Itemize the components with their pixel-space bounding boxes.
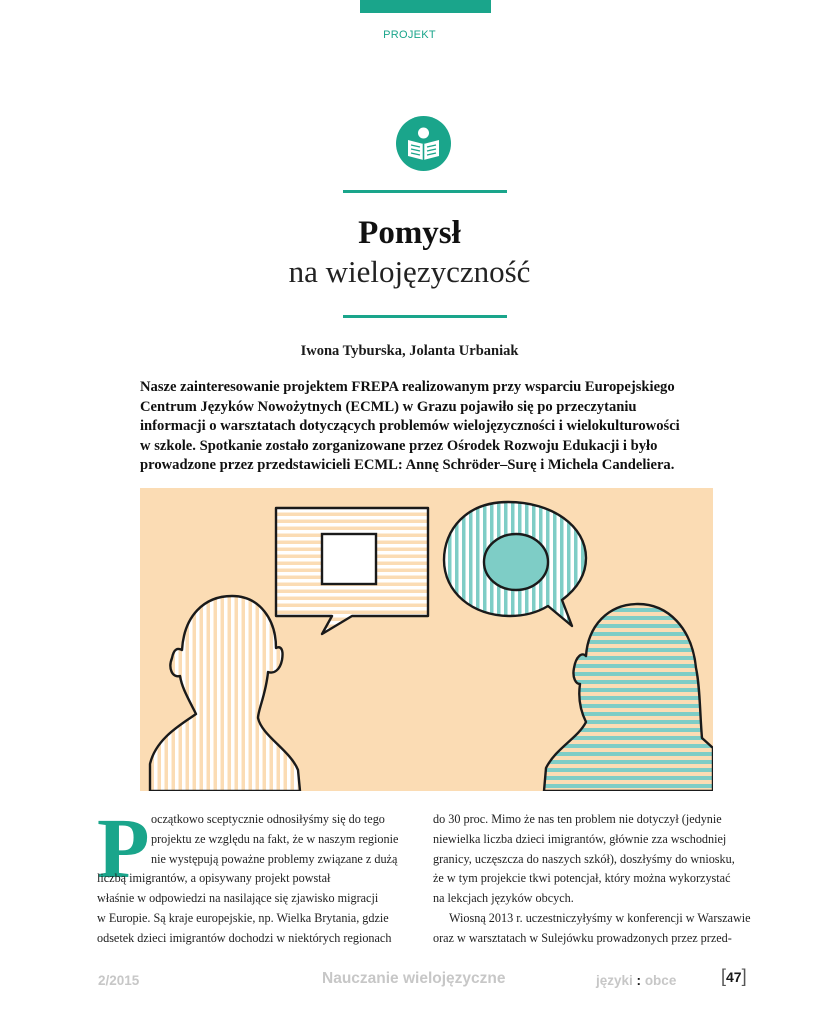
magazine-name-part: języki [596,973,633,988]
body-line: niewielka liczba dzieci imigrantów, głównie zza wschodniej [433,831,727,846]
page-bracket-close: ] [741,966,747,986]
circle-symbol [484,534,548,590]
body-line: oraz w warsztatach w Sulejówku prowadzonych przez przed- [433,930,732,945]
footer-magazine-name [596,973,676,988]
body-line: granicy, uczęszcza do naszych szkół), doszłyśmy do wniosku, [433,851,735,866]
body-line: na lekcjach języków obcych. [433,891,574,906]
illustration-two-heads-speech-bubbles [140,488,713,791]
body-line: że w tym projekcie tkwi potencjał, który można wykorzystać [433,871,731,886]
body-column-1 [97,800,417,949]
lead-line: informacji o warsztatach dotyczących problemów wielojęzyczności i wielokulturowości [140,418,680,435]
page-number-value: 47 [726,969,742,985]
article-title: Pomysł [358,215,461,251]
reader-book-icon [396,116,451,171]
magazine-name-part: obce [644,973,677,988]
lead-line: prowadzone przez przedstawicieli ECML: Annę Schröder–Surę i Michela Candeliera. [140,457,675,474]
body-line: projektu ze względu na fakt, że w naszym regionie [151,831,399,846]
page-number [721,966,747,987]
body-line: oczątkowo sceptycznie odnosiłyśmy się do tego [151,812,385,826]
lead-line: Centrum Języków Nowożytnych (ECML) w Grazu pojawiło się po przeczytaniu [140,398,637,415]
magazine-separator: : [636,973,642,988]
lead-paragraph [140,378,714,476]
title-rule-bottom [343,315,507,318]
body-line: Wiosną 2013 r. uczestniczyłyśmy w konferencji w Warszawie [449,910,751,925]
article-authors: Iwona Tyburska, Jolanta Urbaniak [300,343,519,359]
body-line: do 30 proc. Mimo że nas ten problem nie dotyczył (jedynie [433,812,722,826]
section-label: PROJEKT [383,29,436,41]
footer-issue: 2/2015 [98,973,140,988]
square-symbol [322,534,376,584]
body-line: liczbą imigrantów, a opisywany projekt powstał [97,871,331,886]
body-column-2 [433,810,753,949]
body-line: w Europie. Są kraje europejskie, np. Wielka Brytania, gdzie [97,910,389,925]
page-bracket-open: [ [721,966,727,986]
top-accent-bar [360,0,491,13]
lead-line: w szkole. Spotkanie zostało zorganizowane przez Ośrodek Rozwoju Edukacji i było [140,437,658,454]
body-line: nie występują poważne problemy związane z dużą [151,851,398,866]
title-rule-top [343,190,507,193]
body-line: właśnie w odpowiedzi na nasilające się zjawisko migracji [97,891,379,906]
body-line: odsetek dzieci imigrantów dochodzi w niektórych regionach [97,930,392,945]
article-subtitle: na wielojęzyczność [288,254,531,289]
drop-cap: P [97,800,150,896]
lead-line: Nasze zainteresowanie projektem FREPA realizowanym przy wsparciu Europejskiego [140,379,675,395]
footer-journal-title: Nauczanie wielojęzyczne [322,970,506,987]
